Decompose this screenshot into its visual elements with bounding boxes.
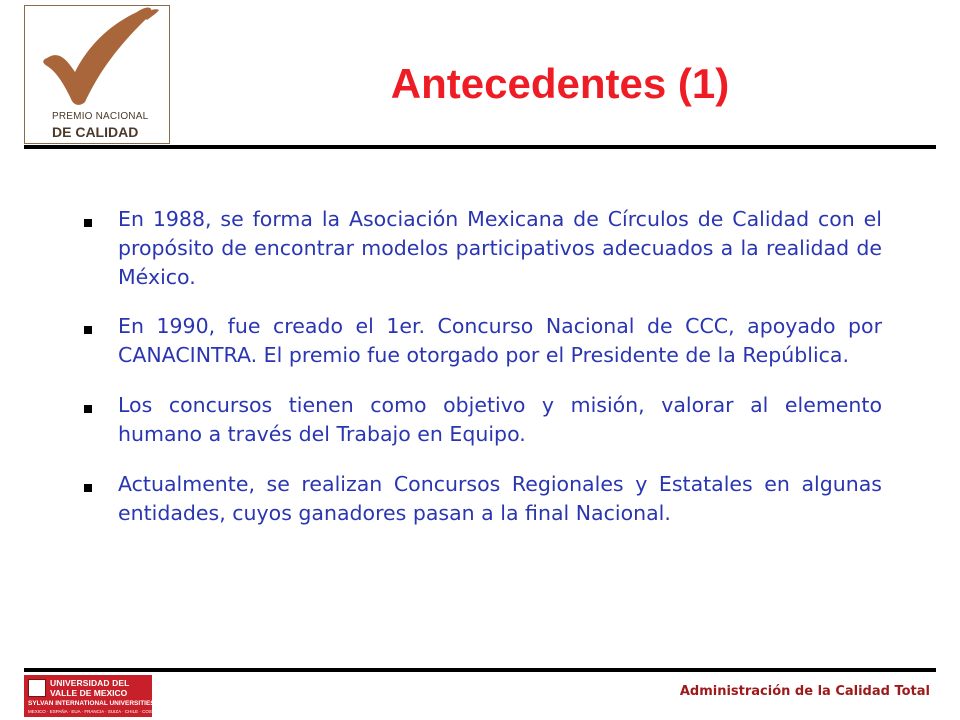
logo-line-1: PREMIO NACIONAL — [52, 111, 149, 122]
page-title: Antecedentes (1) — [390, 60, 730, 107]
bullet-item — [84, 312, 882, 370]
checkmark-icon — [25, 6, 171, 111]
bullet-square-icon — [84, 405, 92, 413]
university-crest-icon — [28, 679, 46, 697]
university-network-line: SYLVAN INTERNATIONAL UNIVERSITIES — [28, 700, 155, 707]
premio-nacional-logo — [24, 5, 170, 144]
footer-divider — [24, 668, 936, 672]
bullet-text: Los concursos tienen como objetivo y misión, valorar al elemento humano a través del Trabajo en Equipo. — [118, 393, 882, 446]
bullet-square-icon — [84, 219, 92, 227]
header-divider — [24, 145, 936, 149]
university-name-line-1: UNIVERSIDAD DEL — [50, 678, 130, 688]
bullet-list — [84, 205, 882, 528]
logo-line-2: DE CALIDAD — [52, 124, 139, 140]
university-name-line-2: VALLE DE MEXICO — [50, 688, 128, 698]
bullet-square-icon — [84, 326, 92, 334]
bullet-text: Actualmente, se realizan Concursos Regionales y Estatales en algunas entidades, cuyos ganadores pasan a la final Nacional. — [118, 472, 882, 525]
bullet-text: En 1990, fue creado el 1er. Concurso Nacional de CCC, apoyado por CANACINTRA. El premio fue otorgado por el Presidente de la República. — [118, 314, 882, 367]
university-logo — [24, 675, 192, 717]
bullet-text: En 1988, se forma la Asociación Mexicana de Círculos de Calidad con el propósito de encontrar modelos participativos adecuados a la realidad de México. — [118, 207, 882, 289]
bullet-square-icon — [84, 484, 92, 492]
bullet-item — [84, 205, 882, 292]
bullet-item — [84, 391, 882, 449]
bullet-item — [84, 470, 882, 528]
university-countries-line: MEXICO · ESPAÑA · EUA · FRANCIA · SUIZA · CHILE · COSTA RICA · PANAMA — [28, 709, 192, 714]
course-title: Administración de la Calidad Total — [679, 684, 930, 699]
